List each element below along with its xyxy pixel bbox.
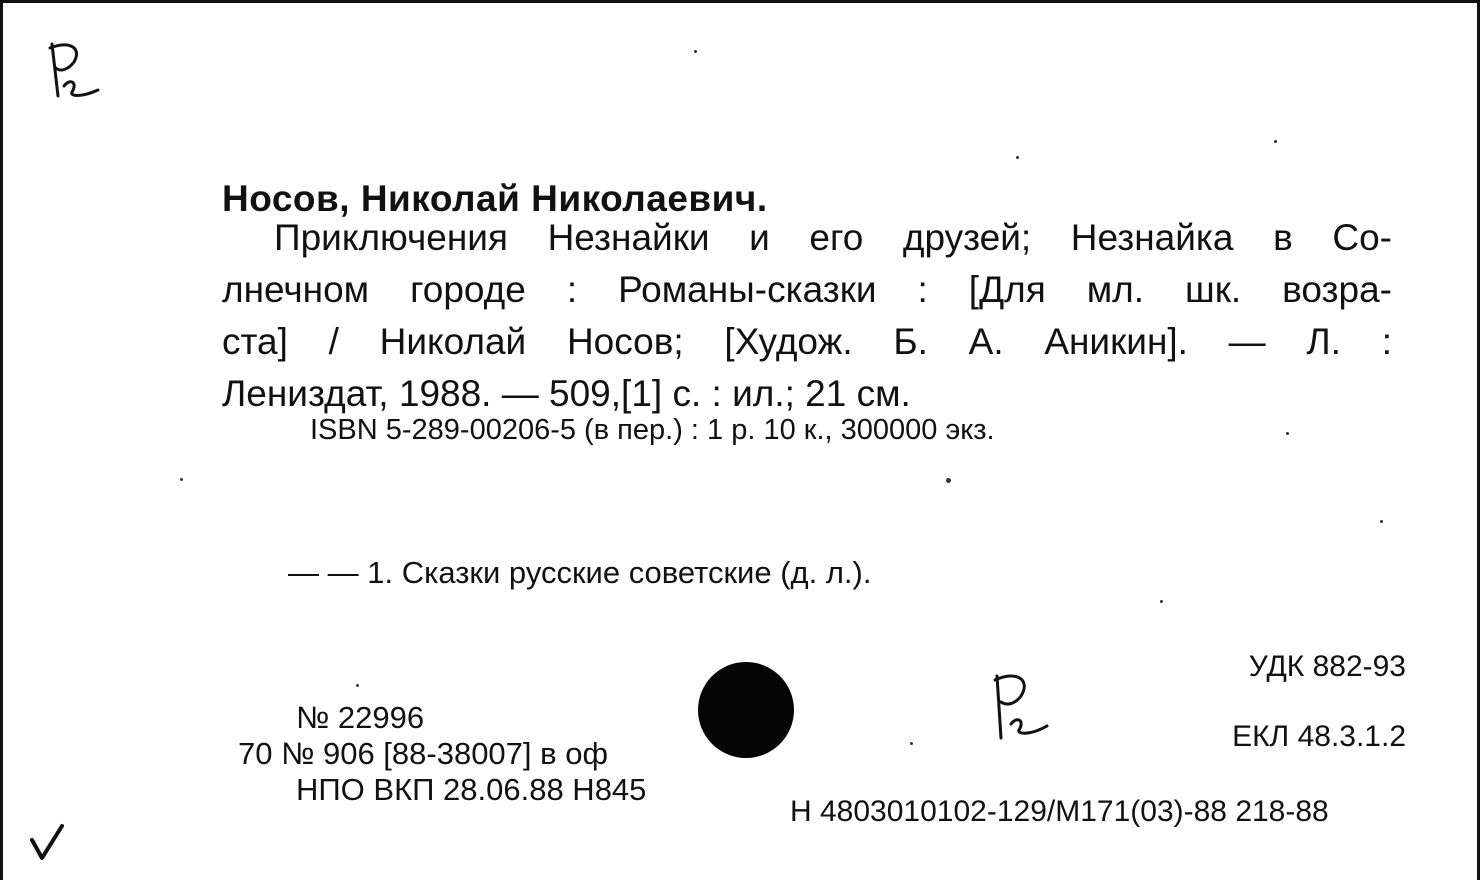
subject-heading: — — 1. Сказки русские советские (д. л.). xyxy=(288,555,872,590)
print-line: 70 № 906 [88-38007] в оф xyxy=(238,736,608,771)
scan-speck xyxy=(356,684,359,687)
description-line: Лениздат, 1988. — 509,[1] с. : ил.; 21 см. xyxy=(222,373,911,414)
scan-speck xyxy=(1286,432,1289,435)
author-heading: Носов, Николай Николаевич. xyxy=(222,178,768,219)
bibliographic-description xyxy=(222,212,1392,420)
h-code: Н 4803010102-129/М171(03)-88 218-88 xyxy=(790,795,1329,828)
scan-speck xyxy=(1160,600,1163,603)
scan-speck xyxy=(946,478,951,483)
npo-line: НПО ВКП 28.06.88 Н845 xyxy=(296,772,647,807)
card-top-border xyxy=(0,0,1480,3)
card-punch-hole xyxy=(698,662,794,758)
scan-speck xyxy=(1274,140,1277,143)
description-line: Приключения Незнайки и его друзей; Незнайка в Со- xyxy=(274,217,1392,258)
print-numbers-block xyxy=(238,700,646,808)
scan-speck xyxy=(1016,156,1019,159)
isbn-line: ISBN 5-289-00206-5 (в пер.) : 1 р. 10 к., 300000 экз. xyxy=(310,414,995,446)
handwritten-mark-top-left xyxy=(40,38,112,110)
order-number: № 22996 xyxy=(296,700,425,735)
scan-speck xyxy=(694,50,697,53)
udk-code: УДК 882-93 xyxy=(1248,650,1406,683)
handwritten-mark-center xyxy=(985,668,1065,748)
ekl-code: ЕКЛ 48.3.1.2 xyxy=(1232,720,1406,753)
scan-speck xyxy=(1380,520,1383,523)
scan-speck xyxy=(910,742,913,745)
description-line: ста] / Николай Носов; [Худож. Б. А. Аникин]. — Л. : xyxy=(222,321,1392,362)
scan-speck xyxy=(180,478,183,481)
check-mark-icon xyxy=(28,820,68,864)
description-line: лнечном городе : Романы-сказки : [Для мл. шк. возра- xyxy=(222,269,1392,310)
